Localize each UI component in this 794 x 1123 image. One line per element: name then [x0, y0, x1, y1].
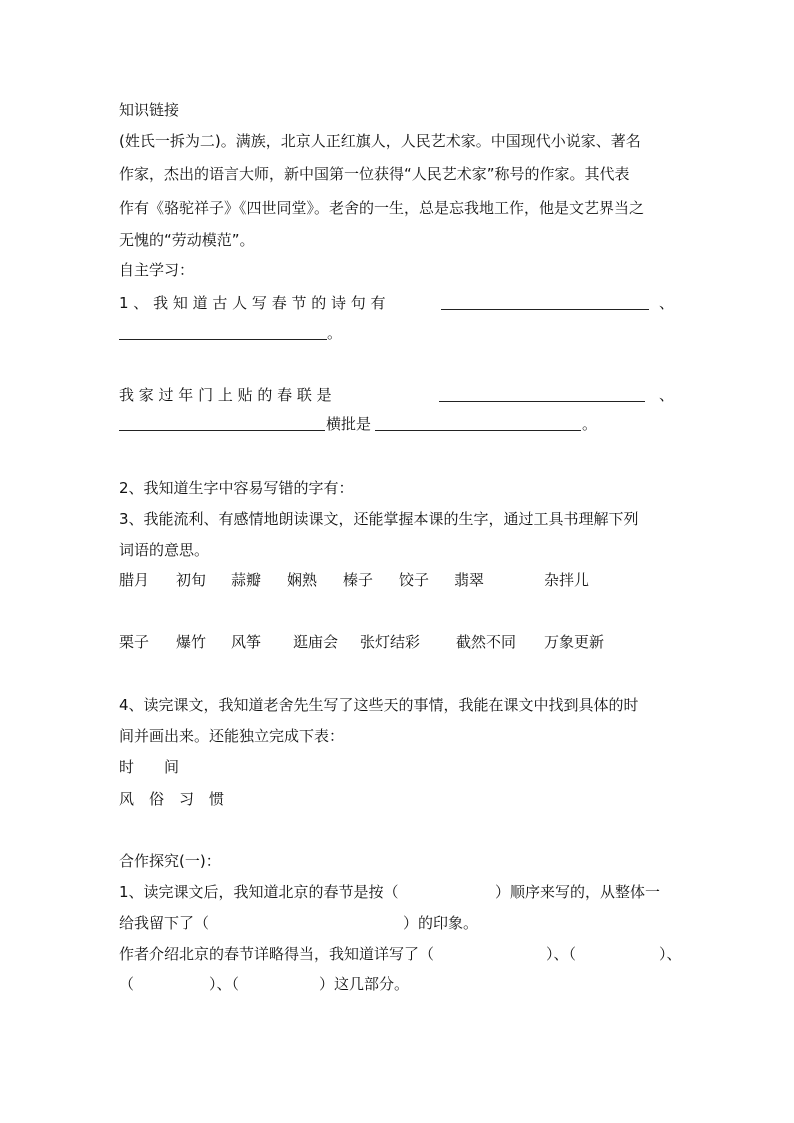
intro-line-4: 无愧的“劳动模范”。	[119, 231, 255, 249]
word-item: 娴熟	[287, 571, 318, 589]
q3-line-2: 词语的意思。	[119, 541, 210, 559]
couplet-separator: 、	[659, 386, 675, 404]
q4-line-2: 间并画出来。还能独立完成下表：	[119, 727, 345, 745]
self-study-heading: 自主学习：	[119, 261, 195, 279]
coop-q1-answer-impression[interactable]	[214, 913, 404, 933]
word-item: 万象更新	[544, 633, 605, 651]
table-label-customs: 风 俗 习 惯	[119, 790, 225, 808]
coop-q1-answer-order[interactable]	[424, 882, 504, 902]
q1-separator: 、	[659, 294, 675, 312]
intro-line-1: (姓氏一拆为二)。满族，北京人正红旗人，人民艺术家。中国现代小说家、著名	[119, 132, 641, 150]
couplet-end: 。	[582, 415, 598, 433]
coop-q1-text-g: ）、	[659, 945, 682, 963]
hengpi-label: 横批是	[326, 415, 372, 433]
coop-q1-answer-detail-2[interactable]	[581, 944, 661, 964]
coop-q1-text-d: ）的印象。	[403, 914, 479, 932]
coop-heading: 合作探究(一)：	[119, 852, 221, 870]
coop-q1-answer-detail-3[interactable]	[134, 974, 209, 994]
couplet-prefix: 我 家 过 年 门 上 贴 的 春 联 是	[119, 386, 332, 404]
coop-q1-text-j: ）这几部分。	[319, 975, 410, 993]
hengpi-blank[interactable]	[375, 414, 581, 431]
word-item: 榛子	[343, 571, 374, 589]
word-item: 初旬	[176, 571, 207, 589]
table-label-time: 时 间	[119, 758, 180, 776]
couplet-blank-2[interactable]	[119, 414, 325, 431]
coop-q1-text-a: 1、读完课文后，我知道北京的春节是按（	[119, 883, 399, 901]
coop-q1-text-e: 作者介绍北京的春节详略得当，我知道详写了（	[119, 945, 435, 963]
coop-q1-text-i: ）、（	[209, 975, 240, 993]
word-item: 杂拌儿	[544, 571, 590, 589]
word-item: 饺子	[399, 571, 430, 589]
coop-q1-answer-detail-4[interactable]	[244, 974, 319, 994]
word-item: 腊月	[119, 571, 150, 589]
couplet-blank-1[interactable]	[439, 385, 645, 402]
coop-q1-text-h: （	[119, 975, 135, 993]
intro-line-3: 作有《骆驼祥子》《四世同堂》。老舍的一生，总是忘我地工作，他是文艺界当之	[119, 199, 645, 217]
coop-q1-answer-detail-1[interactable]	[466, 944, 546, 964]
word-item: 截然不同	[456, 633, 517, 651]
coop-q1-text-c: 给我留下了（	[119, 914, 210, 932]
q4-line-1: 4、读完课文，我知道老舍先生写了这些天的事情，我能在课文中找到具体的时	[119, 696, 639, 714]
word-item: 栗子	[119, 633, 150, 651]
q1-end: 。	[327, 324, 343, 342]
q1-poem-blank-2[interactable]	[119, 323, 327, 340]
q1-poem-blank-1[interactable]	[441, 293, 649, 310]
word-item: 爆竹	[176, 633, 207, 651]
coop-q1-text-f: ）、（	[546, 945, 577, 963]
q3-line-1: 3、我能流利、有感情地朗读课文，还能掌握本课的生字，通过工具书理解下列	[119, 510, 639, 528]
knowledge-heading: 知识链接	[119, 101, 180, 119]
word-item: 风筝	[231, 633, 262, 651]
q1-prefix: 1 、 我 知 道 古 人 写 春 节 的 诗 句 有	[119, 294, 386, 312]
word-item: 张灯结彩	[360, 633, 421, 651]
intro-line-2: 作家，杰出的语言大师，新中国第一位获得“人民艺术家”称号的作家。其代表	[119, 165, 630, 183]
word-item: 翡翠	[454, 571, 485, 589]
word-item: 蒜瓣	[231, 571, 262, 589]
q2-text: 2、我知道生字中容易写错的字有：	[119, 479, 354, 497]
coop-q1-text-b: ）顺序来写的，从整体一	[495, 883, 661, 901]
word-item: 逛庙会	[293, 633, 339, 651]
